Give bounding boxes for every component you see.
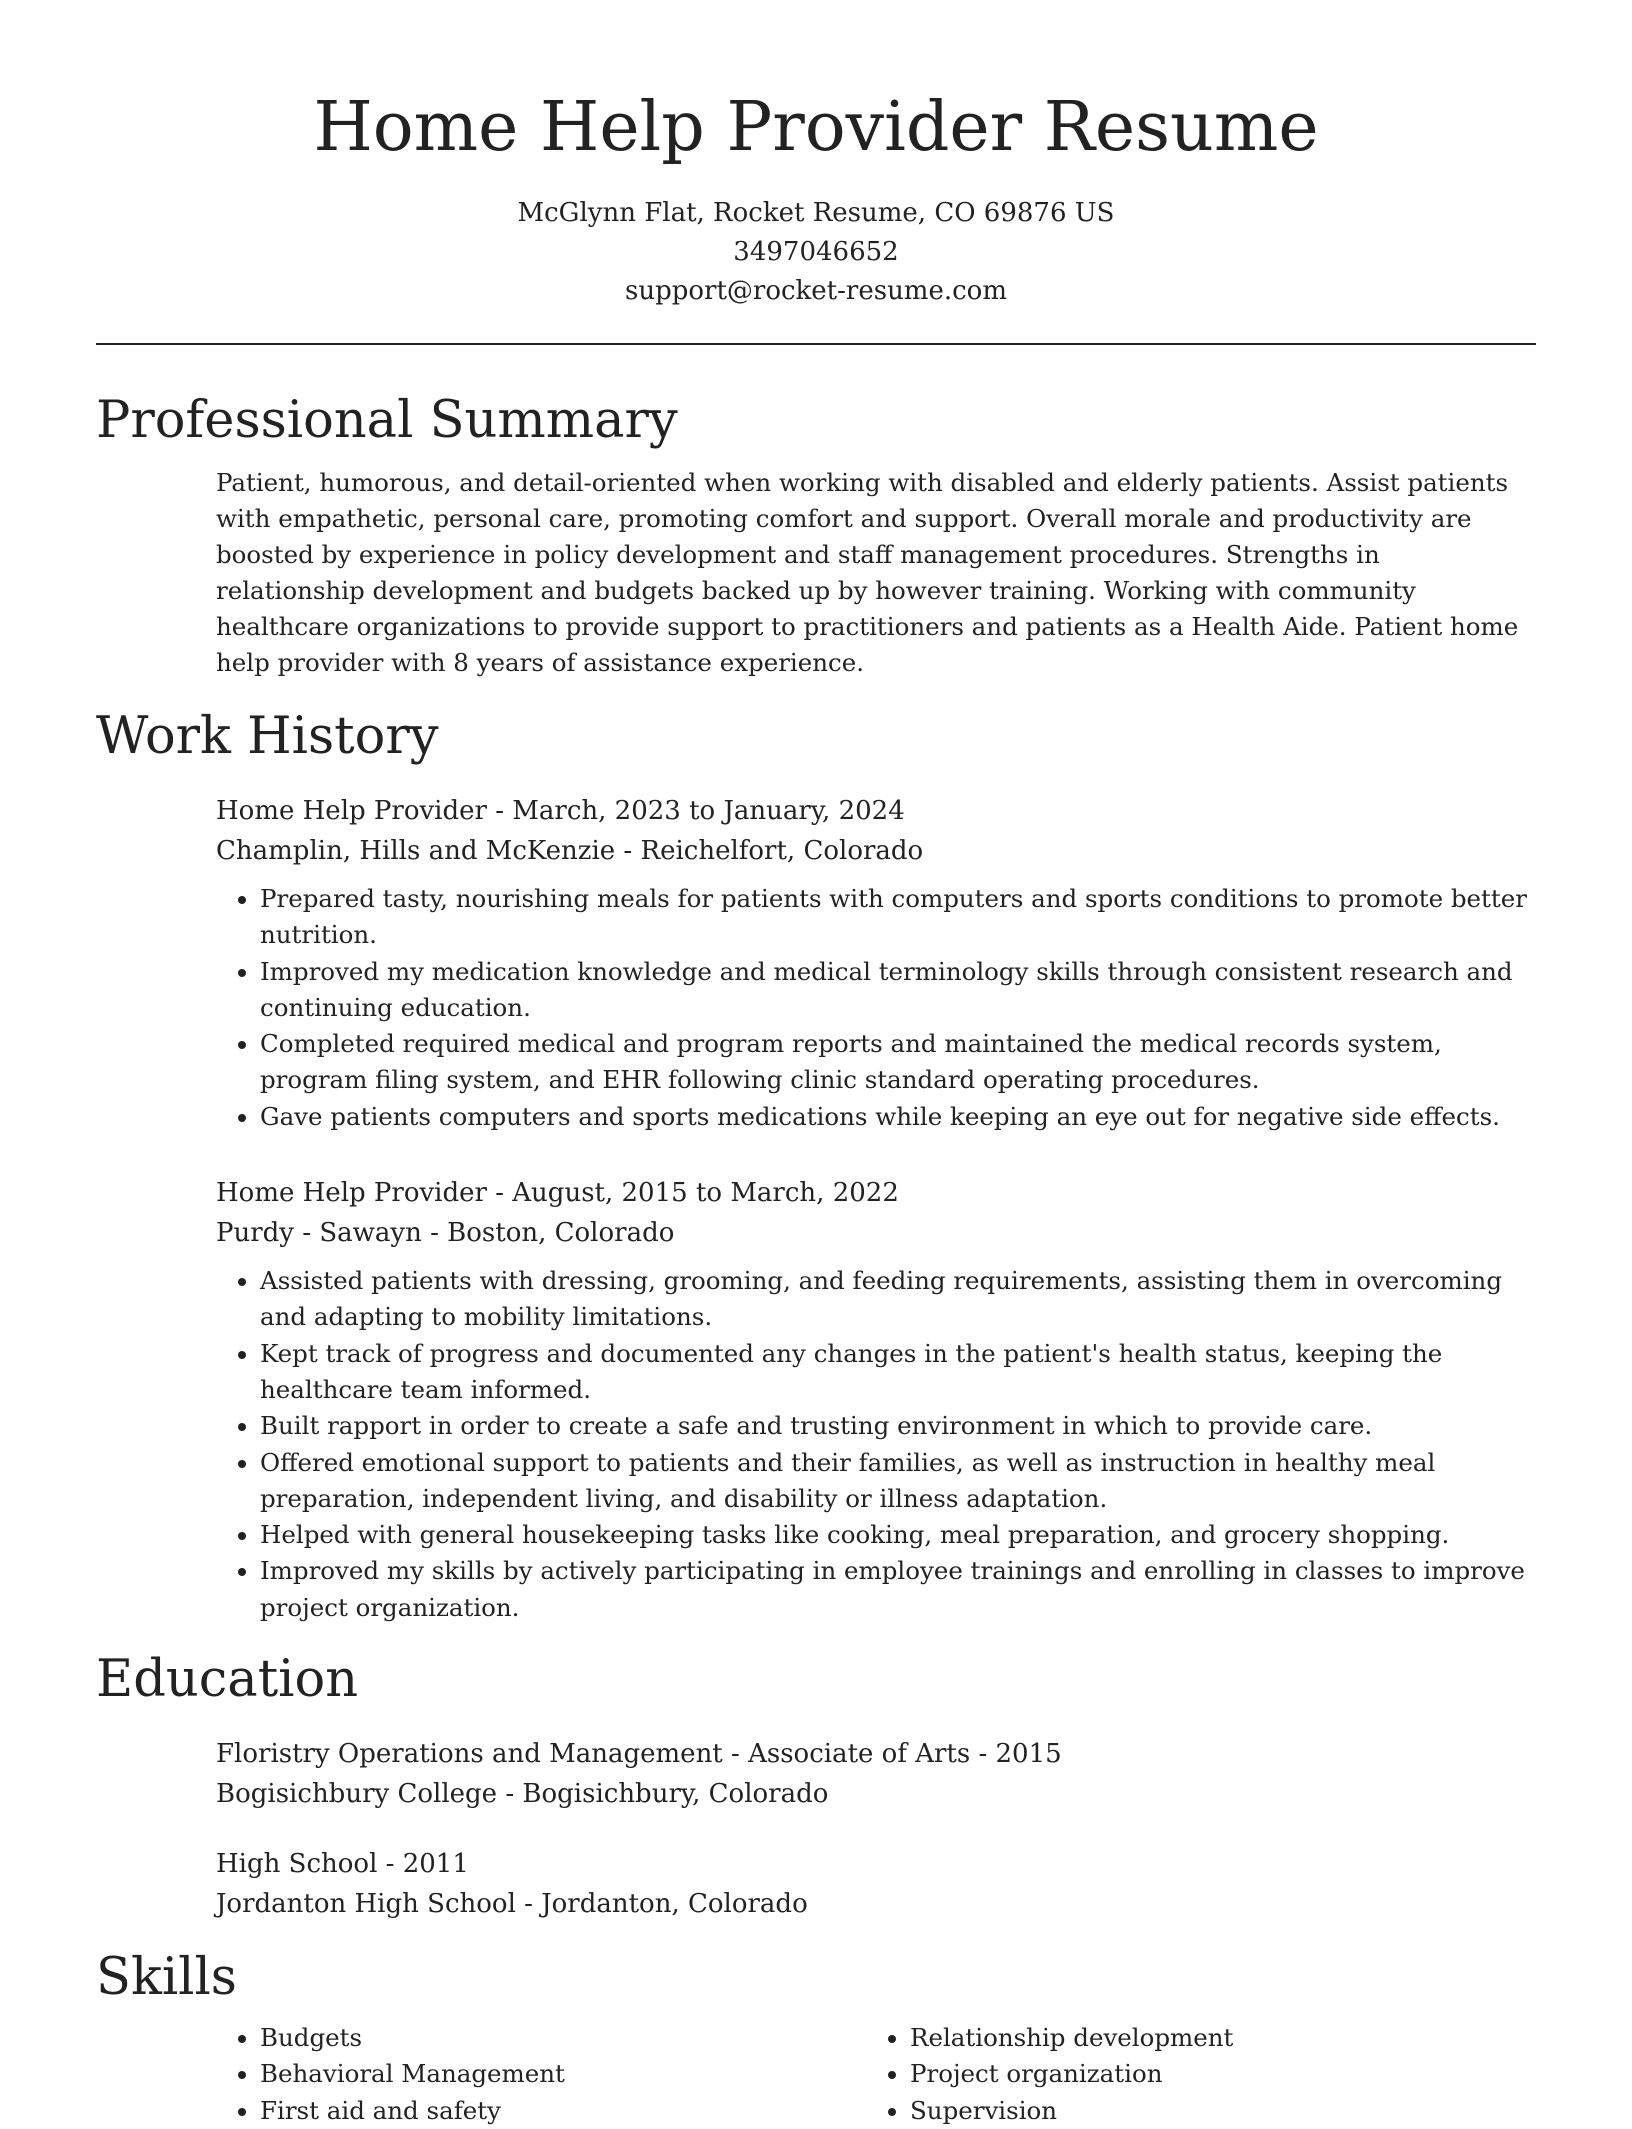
- education-location: - Bogisichbury, Colorado: [497, 1779, 829, 1810]
- job-location: - Reichelfort, Colorado: [615, 836, 924, 866]
- education-location: - Jordanton, Colorado: [515, 1889, 808, 1920]
- education-degree: Floristry Operations and Management - Associate of Arts: [216, 1739, 971, 1770]
- job-role: Home Help Provider: [216, 1178, 487, 1209]
- job-company: Purdy - Sawayn: [216, 1218, 422, 1249]
- skill-item: • Budgets: [260, 2020, 866, 2056]
- work-history-section: [216, 791, 1536, 1626]
- education-school: Bogisichbury College: [216, 1779, 498, 1810]
- job-role: Home Help Provider: [216, 796, 487, 826]
- job-role-line: [216, 791, 1536, 831]
- skill-item: • Relationship development: [910, 2020, 1516, 2056]
- education-school-line: [216, 1774, 1536, 1814]
- job-bullet: • Built rapport in order to create a safe and trusting environment in which to provide care.: [260, 1408, 1536, 1444]
- job-company: Champlin, Hills and McKenzie: [216, 836, 616, 866]
- education-degree-line: [216, 1844, 1536, 1884]
- skill-item: • Supervision: [910, 2093, 1516, 2129]
- summary-section: [216, 465, 1536, 681]
- education-entry: [216, 1844, 1536, 1924]
- skill-item: • Behavioral Management: [260, 2056, 866, 2092]
- education-entry: [216, 1734, 1536, 1814]
- section-title-education: Education: [96, 1650, 359, 1710]
- resume-title: Home Help Provider Resume: [313, 88, 1319, 167]
- job-company-line: [216, 831, 1536, 871]
- job-dates: - August, 2015 to March, 2022: [486, 1178, 899, 1209]
- contact-email: support@rocket-resume.com: [624, 276, 1007, 306]
- section-title-work-history: Work History: [96, 707, 439, 766]
- skill-item: • Project organization: [910, 2056, 1516, 2092]
- job-bullet: • Improved my medication knowledge and medical terminology skills through consistent research and continuing education.: [260, 954, 1536, 1027]
- job-role-line: [216, 1173, 1536, 1213]
- skills-column-left: [216, 2020, 866, 2129]
- job-bullet: • Helped with general housekeeping tasks like cooking, meal preparation, and grocery shopping.: [260, 1517, 1536, 1553]
- resume-header: [96, 0, 1536, 311]
- education-year: - 2015: [970, 1739, 1062, 1770]
- education-degree-line: [216, 1734, 1536, 1774]
- education-degree: High School: [216, 1849, 378, 1880]
- job-bullet: • Assisted patients with dressing, grooming, and feeding requirements, assisting them in overcoming and adapting to mobility limitations.: [260, 1263, 1536, 1336]
- skills-section: [216, 2020, 1536, 2129]
- contact-address: McGlynn Flat, Rocket Resume, CO 69876 US: [517, 198, 1115, 228]
- section-title-skills: Skills: [96, 1948, 237, 2008]
- skills-column-right: [866, 2020, 1516, 2129]
- skill-item: • First aid and safety: [260, 2093, 866, 2129]
- job-company-line: [216, 1213, 1536, 1253]
- job-entry: [216, 1173, 1536, 1626]
- job-bullet: • Kept track of progress and documented any changes in the patient's health status, keeping the healthcare team informed.: [260, 1336, 1536, 1409]
- job-dates: - March, 2023 to January, 2024: [486, 796, 905, 826]
- summary-text: Patient, humorous, and detail-oriented when working with disabled and elderly patients. Assist patients with empathetic, personal care, promoting comfort and support. Overall morale and productivity are boosted by experience in policy development and staff management procedures. Strengths in relationship development and budgets backed up by however training. Working with community healthcare organizations to provide support to practitioners and patients as a Health Aide. Patient home help provider with 8 years of assistance experience.: [216, 468, 1519, 677]
- skills-list: [866, 2020, 1516, 2129]
- job-bullets: [216, 1263, 1536, 1626]
- section-title-summary: Professional Summary: [96, 391, 678, 450]
- job-entry: [216, 791, 1536, 1135]
- job-bullet: • Completed required medical and program reports and maintained the medical records system, program filing system, and EHR following clinic standard operating procedures.: [260, 1026, 1536, 1099]
- job-bullet: • Offered emotional support to patients and their families, as well as instruction in healthy meal preparation, independent living, and disability or illness adaptation.: [260, 1445, 1536, 1518]
- skills-list: [216, 2020, 866, 2129]
- resume-page: [96, 0, 1536, 2129]
- education-school: Jordanton High School: [216, 1889, 516, 1920]
- education-year: - 2011: [377, 1849, 469, 1880]
- job-bullet: • Gave patients computers and sports medications while keeping an eye out for negative side effects.: [260, 1099, 1536, 1135]
- education-section: [216, 1734, 1536, 1924]
- job-bullet: • Improved my skills by actively participating in employee trainings and enrolling in classes to improve project organization.: [260, 1553, 1536, 1626]
- education-school-line: [216, 1884, 1536, 1924]
- header-divider: [96, 343, 1536, 345]
- job-bullet: • Prepared tasty, nourishing meals for patients with computers and sports conditions to promote better nutrition.: [260, 881, 1536, 954]
- contact-phone: 3497046652: [733, 237, 899, 267]
- job-location: - Boston, Colorado: [421, 1218, 675, 1249]
- contact-block: [96, 194, 1536, 311]
- job-bullets: [216, 881, 1536, 1135]
